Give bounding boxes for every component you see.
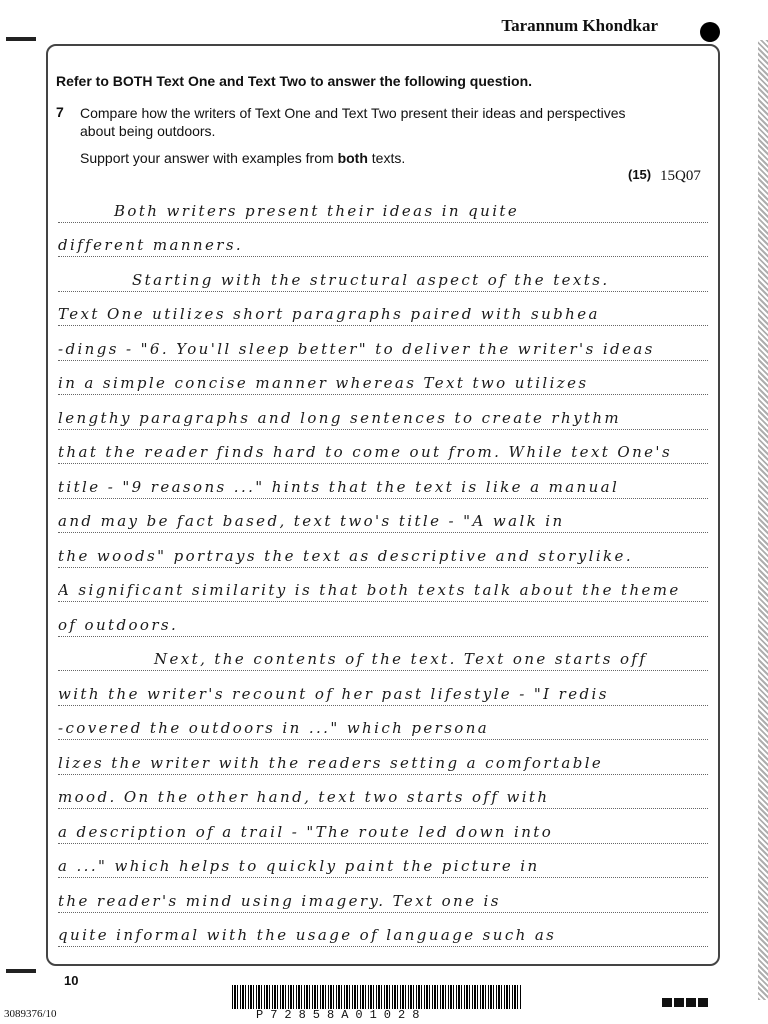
- question-text: Compare how the writers of Text One and Text Two present their ideas and perspectives about being outdoors.: [80, 105, 626, 139]
- answer-line: and may be fact based, text two's title - "A walk in: [58, 499, 708, 534]
- answer-line: Next, the contents of the text. Text one starts off: [58, 637, 708, 672]
- answer-line: Starting with the structural aspect of the texts.: [58, 257, 708, 292]
- registration-dot: [700, 22, 720, 42]
- support-instruction: [80, 150, 405, 166]
- barcode-text: P72858A01028: [256, 1008, 427, 1022]
- answer-line: a description of a trail - "The route led down into: [58, 809, 708, 844]
- page-number: 10: [64, 973, 79, 988]
- document-id: 3089376/10: [4, 1008, 57, 1020]
- answer-line: lizes the writer with the readers setting a comfortable: [58, 740, 708, 775]
- instruction: Refer to BOTH Text One and Text Two to answer the following question.: [56, 73, 533, 89]
- margin-pattern: [758, 40, 768, 1000]
- answer-line: different manners.: [58, 223, 708, 258]
- answer-lines: [58, 188, 708, 947]
- answer-line: a ..." which helps to quickly paint the picture in: [58, 844, 708, 879]
- support-bold: both: [337, 150, 368, 166]
- support-suffix: texts.: [371, 150, 406, 166]
- answer-line: quite informal with the usage of language such as: [58, 913, 708, 948]
- registration-blocks: [662, 998, 710, 1007]
- answer-line: title - "9 reasons ..." hints that the text is like a manual: [58, 464, 708, 499]
- answer-line: lengthy paragraphs and long sentences to create rhythm: [58, 395, 708, 430]
- support-prefix: Support your answer with examples from: [80, 150, 334, 166]
- answer-line: A significant similarity is that both texts talk about the theme: [58, 568, 708, 603]
- top-edge-mark: [6, 37, 36, 41]
- answer-line: the reader's mind using imagery. Text one is: [58, 878, 708, 913]
- answer-line: with the writer's recount of her past lifestyle - "I redis: [58, 671, 708, 706]
- answer-line: -dings - "6. You'll sleep better" to deliver the writer's ideas: [58, 326, 708, 361]
- answer-line: the woods" portrays the text as descriptive and storylike.: [58, 533, 708, 568]
- question-number: 7: [56, 104, 64, 120]
- answer-line: -covered the outdoors in ..." which persona: [58, 706, 708, 741]
- answer-line: in a simple concise manner whereas Text two utilizes: [58, 361, 708, 396]
- answer-line: mood. On the other hand, text two starts off with: [58, 775, 708, 810]
- answer-line: Both writers present their ideas in quite: [58, 188, 708, 223]
- marks: (15): [628, 167, 652, 182]
- bottom-edge-mark: [6, 969, 36, 973]
- barcode: [232, 985, 522, 1009]
- question-code: 15Q07: [660, 168, 701, 184]
- answer-line: that the reader finds hard to come out from. While text One's: [58, 430, 708, 465]
- answer-line: Text One utilizes short paragraphs paired with subhea: [58, 292, 708, 327]
- candidate-name: Tarannum Khondkar: [501, 16, 658, 35]
- answer-line: of outdoors.: [58, 602, 708, 637]
